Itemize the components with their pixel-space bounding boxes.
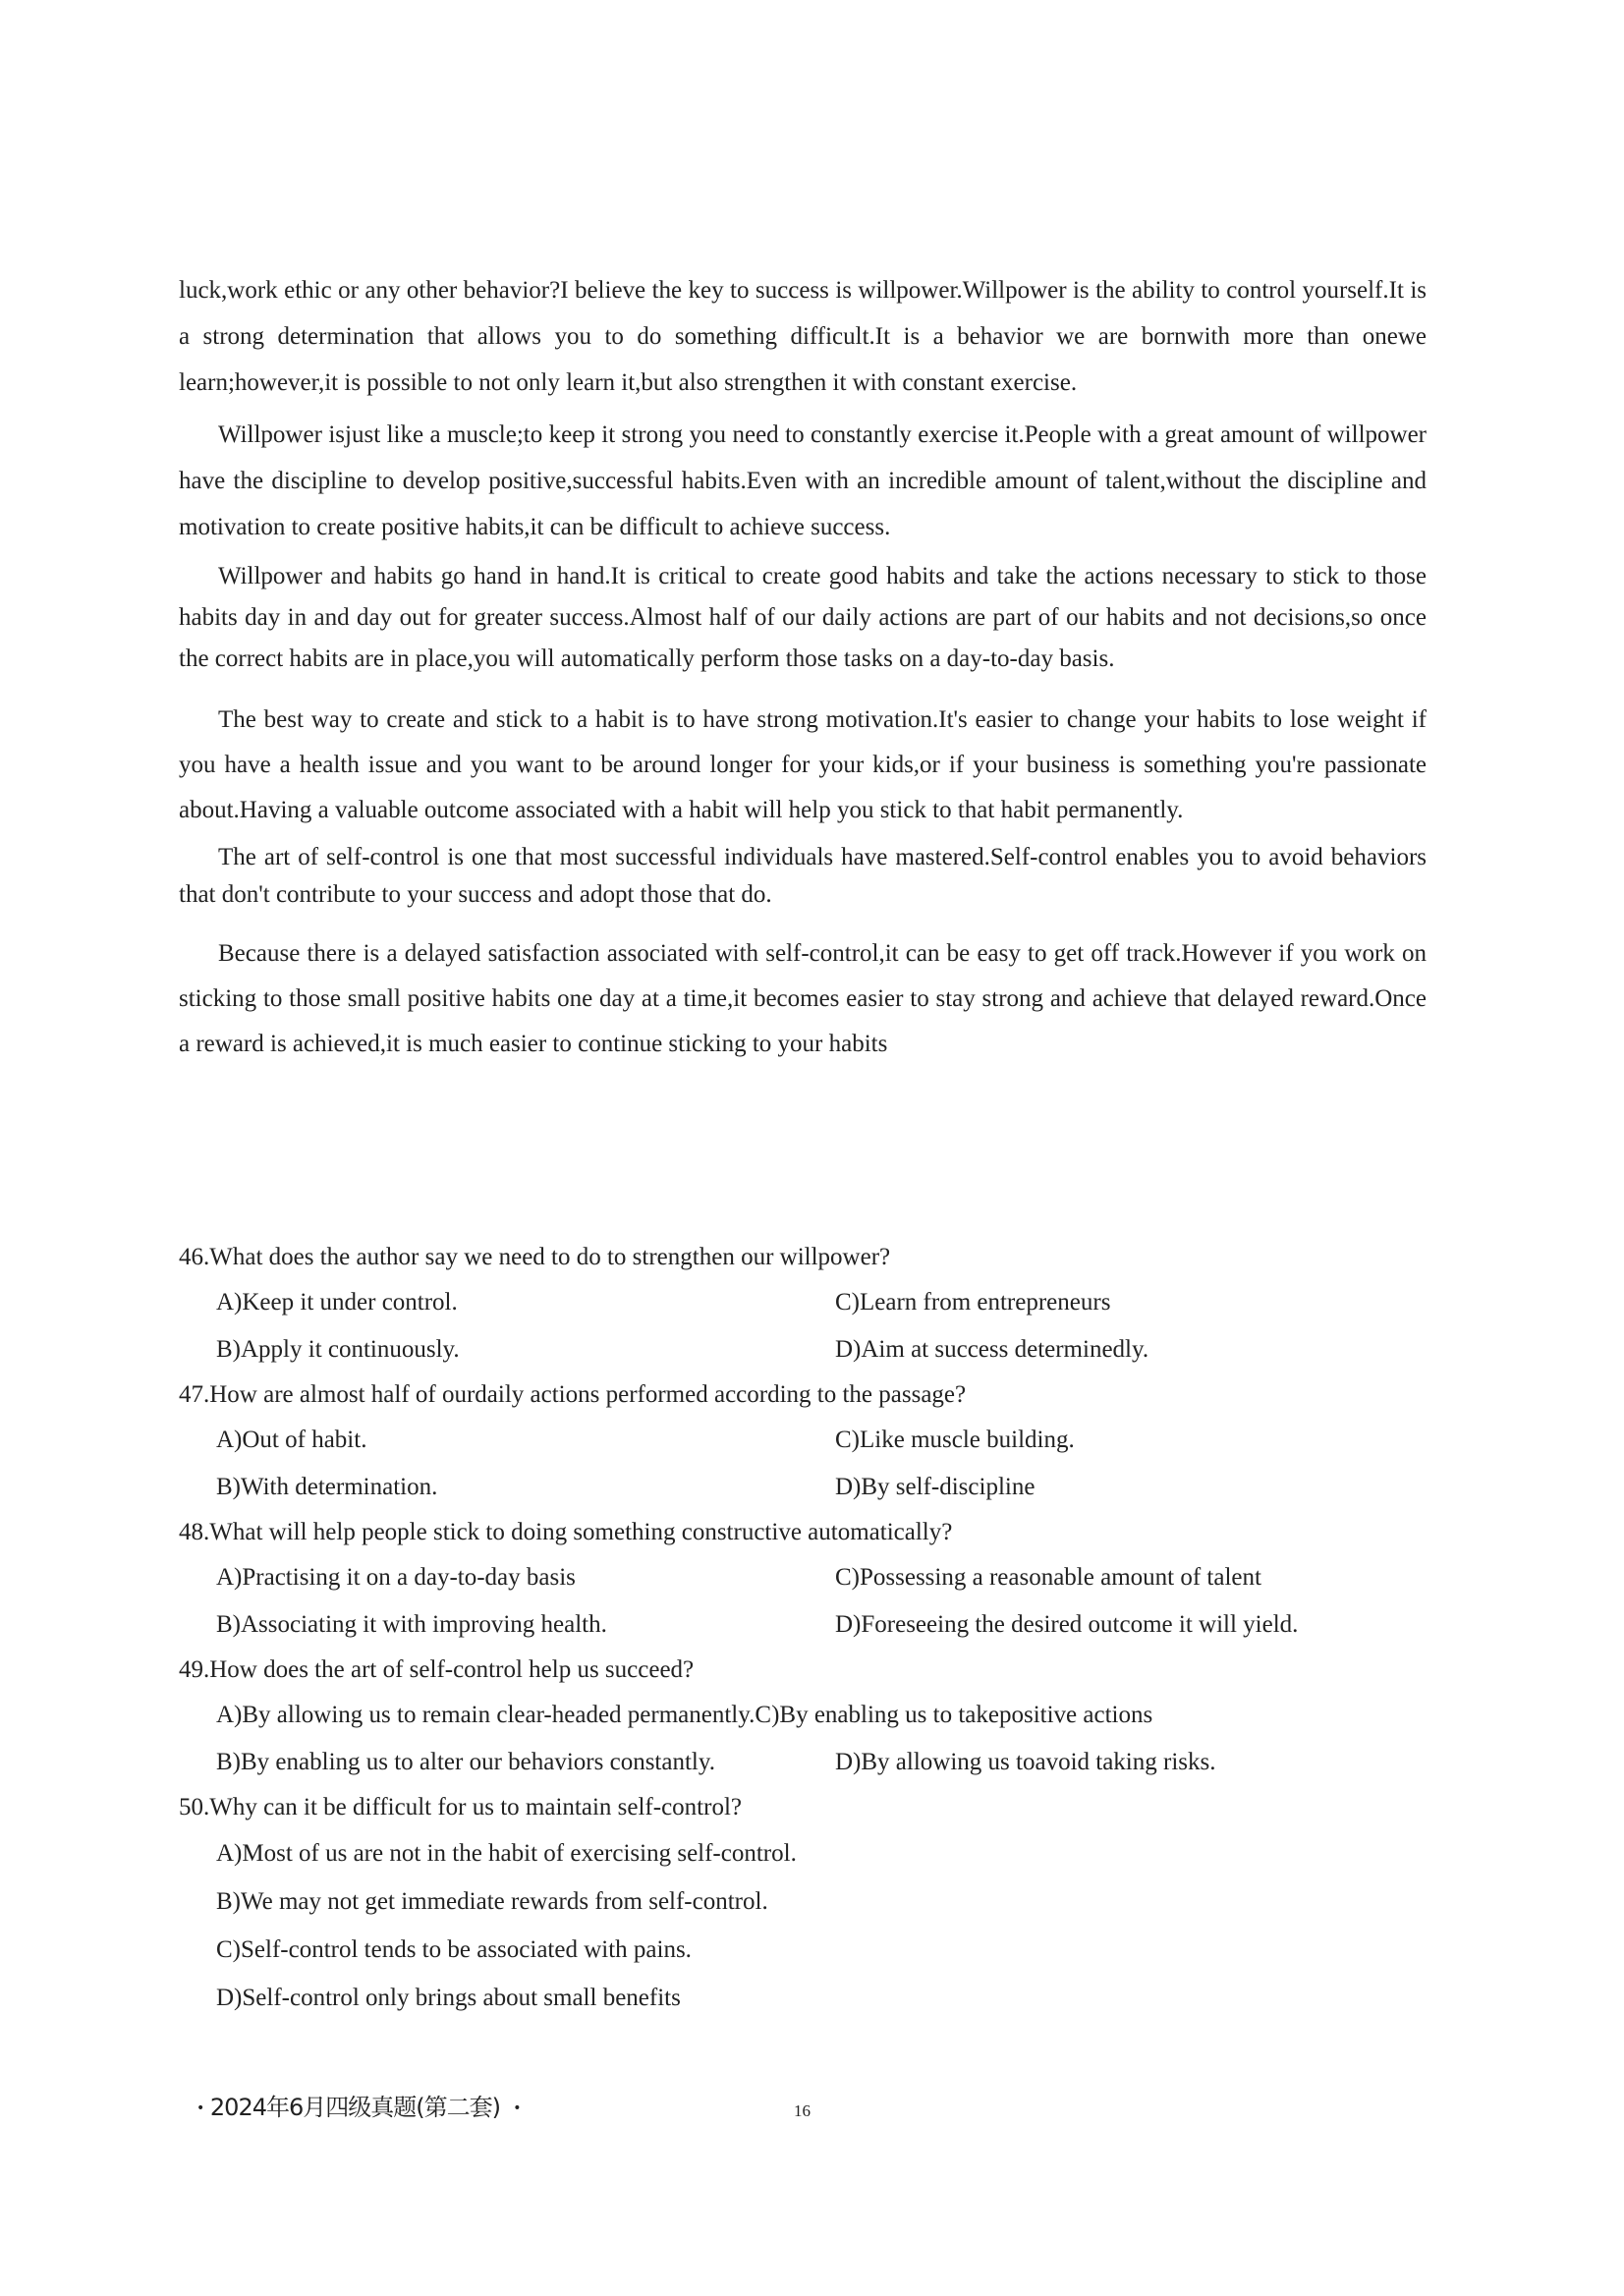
passage-paragraph-6: Because there is a delayed satisfaction associated with self-control,it can be easy to get off track.However if you work on sticking to those small positive habits one day at a time,it becomes easier to stay strong and achieve that delayed reward.Once a reward is achieved,it is much easier to continue sticking to your habits bbox=[179, 940, 1427, 1057]
option-b: B)Associating it with improving health. bbox=[216, 1611, 607, 1638]
option-c: C)By enabling us to takepositive actions bbox=[755, 1702, 1153, 1728]
option-a: A)Out of habit. bbox=[216, 1427, 367, 1453]
option-b: B)With determination. bbox=[216, 1474, 438, 1500]
option-c: C)Learn from entrepreneurs bbox=[835, 1289, 1111, 1316]
question-stem: 46.What does the author say we need to do to strengthen our willpower? bbox=[179, 1244, 891, 1270]
footer-exam-label bbox=[196, 2088, 521, 2122]
option-d: D)Self-control only brings about small benefits bbox=[216, 1985, 681, 2011]
passage-paragraph-2: Willpower isjust like a muscle;to keep it strong you need to constantly exercise it.People with a great amount of willpower have the discipline to develop positive,successful habits.Even with an incredible amount of talent,without the discipline and motivation to create positive habits,it can be difficult to achieve success. bbox=[179, 421, 1427, 540]
passage-paragraph-5: The art of self-control is one that most successful individuals have mastered.Self-control enables you to avoid behaviors that don't contribute to your success and adopt those that do. bbox=[179, 844, 1427, 908]
passage-paragraph-4: The best way to create and stick to a habit is to have strong motivation.It's easier to change your habits to lose weight if you have a health issue and you want to be around longer for your kids,or if your business is something you're passionate about.Having a valuable outcome associated with a habit will help you stick to that habit permanently. bbox=[179, 706, 1427, 823]
option-d: D)By self-discipline bbox=[835, 1474, 1036, 1500]
option-a: A)Practising it on a day-to-day basis bbox=[216, 1564, 576, 1591]
question-stem: 48.What will help people stick to doing something constructive automatically? bbox=[179, 1519, 953, 1545]
question-list bbox=[179, 1236, 1427, 2022]
question-stem: 47.How are almost half of ourdaily actions performed according to the passage? bbox=[179, 1381, 967, 1408]
reading-passage bbox=[179, 267, 1427, 1067]
question-50 bbox=[179, 1786, 1427, 2022]
option-c: C)Possessing a reasonable amount of talent bbox=[835, 1564, 1261, 1591]
option-b: B)By enabling us to alter our behaviors constantly. bbox=[216, 1749, 715, 1775]
passage-paragraph-1: luck,work ethic or any other behavior?I believe the key to success is willpower.Willpower is the ability to control yourself.It is a strong determination that allows you to do something difficult.It is a behavior we are bornwith more than onewe learn;however,it is possible to not only learn it,but also strengthen it with constant exercise. bbox=[179, 277, 1427, 396]
option-d: D)By allowing us toavoid taking risks. bbox=[835, 1749, 1216, 1775]
option-c: C)Like muscle building. bbox=[835, 1427, 1075, 1453]
option-a: A)By allowing us to remain clear-headed permanently. bbox=[216, 1702, 756, 1728]
option-a: A)Most of us are not in the habit of exercising self-control. bbox=[216, 1840, 797, 1867]
footer-title: 2024年6月四级真题(第二套) bbox=[209, 2094, 500, 2121]
question-46 bbox=[179, 1236, 1427, 1373]
option-b: B)We may not get immediate rewards from self-control. bbox=[216, 1888, 768, 1915]
question-47 bbox=[179, 1373, 1427, 1511]
question-48 bbox=[179, 1511, 1427, 1649]
question-49 bbox=[179, 1649, 1427, 1786]
option-b: B)Apply it continuously. bbox=[216, 1336, 460, 1363]
page-number: 16 bbox=[794, 2101, 811, 2120]
bullet-icon: • bbox=[196, 2100, 204, 2116]
question-stem: 50.Why can it be difficult for us to maintain self-control? bbox=[179, 1794, 742, 1820]
bullet-icon: • bbox=[513, 2100, 521, 2116]
option-d: D)Foreseeing the desired outcome it will yield. bbox=[835, 1611, 1299, 1638]
option-c: C)Self-control tends to be associated with pains. bbox=[216, 1936, 692, 1963]
option-a: A)Keep it under control. bbox=[216, 1289, 458, 1316]
passage-paragraph-3: Willpower and habits go hand in hand.It is critical to create good habits and take the actions necessary to stick to those habits day in and day out for greater success.Almost half of our daily actions are part of our habits and not decisions,so once the correct habits are in place,you will automatically perform those tasks on a day-to-day basis. bbox=[179, 563, 1427, 672]
question-stem: 49.How does the art of self-control help us succeed? bbox=[179, 1656, 695, 1683]
option-d: D)Aim at success determinedly. bbox=[835, 1336, 1149, 1363]
